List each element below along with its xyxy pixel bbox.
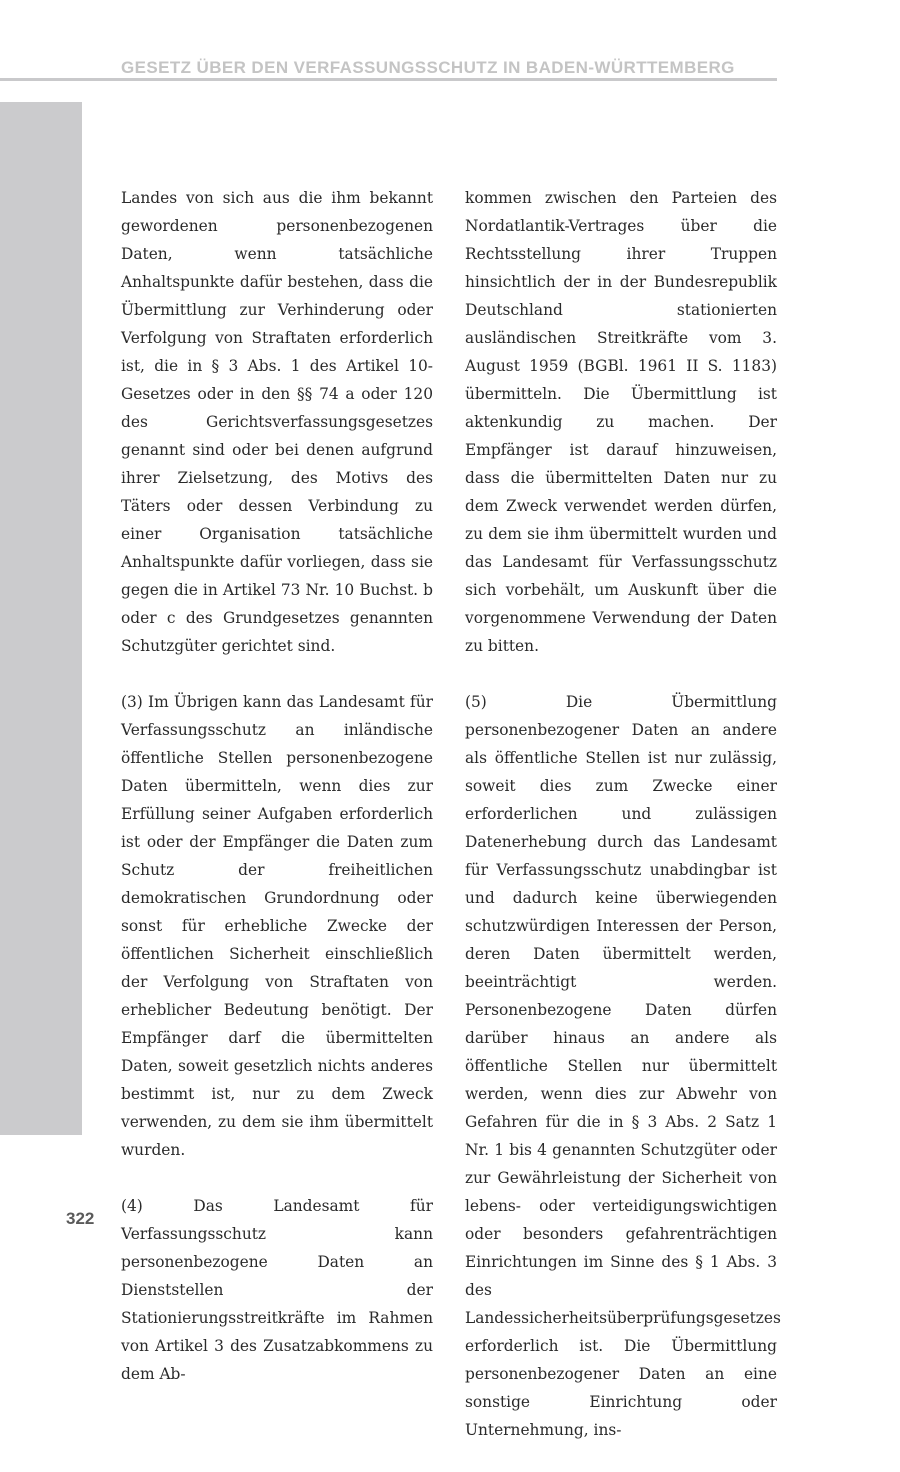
- running-header-title: GESETZ ÜBER DEN VERFASSUNGSSCHUTZ IN BADEN-WÜRTTEMBERG: [121, 58, 735, 77]
- paragraph-continuation: Landes von sich aus die ihm bekannt gewordenen personenbezogenen Daten, wenn tatsächliche Anhaltspunkte dafür bestehen, dass die Übermittlung zur Verhinderung oder Verfolgung von Straftaten erforderlich ist, die in § 3 Abs. 1 des Artikel 10-Gesetzes oder in den §§ 74 a oder 120 des Gerichtsverfassungsgesetzes genannt sind oder bei denen aufgrund ihrer Zielsetzung, des Motivs des Täters oder dessen Verbindung zu einer Organisation tatsächliche Anhaltspunkte dafür vorliegen, dass sie gegen die in Artikel 73 Nr. 10 Buchst. b oder c des Grundgesetzes genannten Schutzgüter gerichtet sind.: [121, 189, 433, 655]
- side-margin-bar: [0, 102, 82, 1135]
- paragraph-4: (4) Das Landesamt für Verfassungsschutz kann personenbezogene Daten an Dienststellen der Stationierungsstreitkräfte im Rahmen von Artikel 3 des Zusatzabkommens zu dem Ab-: [121, 1197, 433, 1383]
- page-number: 322: [66, 1209, 95, 1228]
- paragraph-3: (3) Im Übrigen kann das Landesamt für Verfassungsschutz an inländische öffentliche Stellen personenbezogene Daten übermitteln, wenn dies zur Erfüllung seiner Aufgaben erforderlich ist oder der Empfänger die Daten zum Schutz der freiheitlichen demokratischen Grundordnung oder sonst für erhebliche Zwecke der öffentlichen Sicherheit einschließlich der Verfolgung von Straftaten von erheblicher Bedeutung benötigt. Der Empfänger darf die übermittelten Daten, soweit gesetzlich nichts anderes bestimmt ist, nur zu dem Zweck verwenden, zu dem sie ihm übermittelt wurden.: [121, 693, 433, 1159]
- left-text-column: [121, 184, 433, 1416]
- paragraph-4-continuation: kommen zwischen den Parteien des Nordatlantik-Vertrages über die Rechtsstellung ihrer Truppen hinsichtlich der in der Bundesrepublik Deutschland stationierten ausländischen Streitkräfte vom 3. August 1959 (BGBl. 1961 II S. 1183) übermitteln. Die Übermittlung ist aktenkundig zu machen. Der Empfänger ist darauf hinzuweisen, dass die übermittelten Daten nur zu dem Zweck verwendet werden dürfen, zu dem sie ihm übermittelt wurden und das Landesamt für Verfassungsschutz sich vorbehält, um Auskunft über die vorgenommene Verwendung der Daten zu bitten.: [465, 189, 777, 655]
- header-divider: [0, 78, 777, 81]
- right-text-column: [465, 184, 781, 1472]
- paragraph-5: (5) Die Übermittlung personenbezogener Daten an andere als öffentliche Stellen ist nur zulässig, soweit dies zum Zwecke einer erforderlichen und zulässigen Datenerhebung durch das Landesamt für Verfassungsschutz unabdingbar ist und dadurch keine überwiegenden schutzwürdigen Interessen der Person, deren Daten übermittelt werden, beeinträchtigt werden. Personenbezogene Daten dürfen darüber hinaus an andere als öffentliche Stellen nur übermittelt werden, wenn dies zur Abwehr von Gefahren für die in § 3 Abs. 2 Satz 1 Nr. 1 bis 4 genannten Schutzgüter oder zur Gewährleistung der Sicherheit von lebens- oder verteidigungswichtigen oder besonders gefahrenträchtigen Einrichtungen im Sinne des § 1 Abs. 3 des Landessicherheitsüberprüfungsgesetzes erforderlich ist. Die Übermittlung personenbezogener Daten an eine sonstige Einrichtung oder Unternehmung, ins-: [465, 693, 781, 1439]
